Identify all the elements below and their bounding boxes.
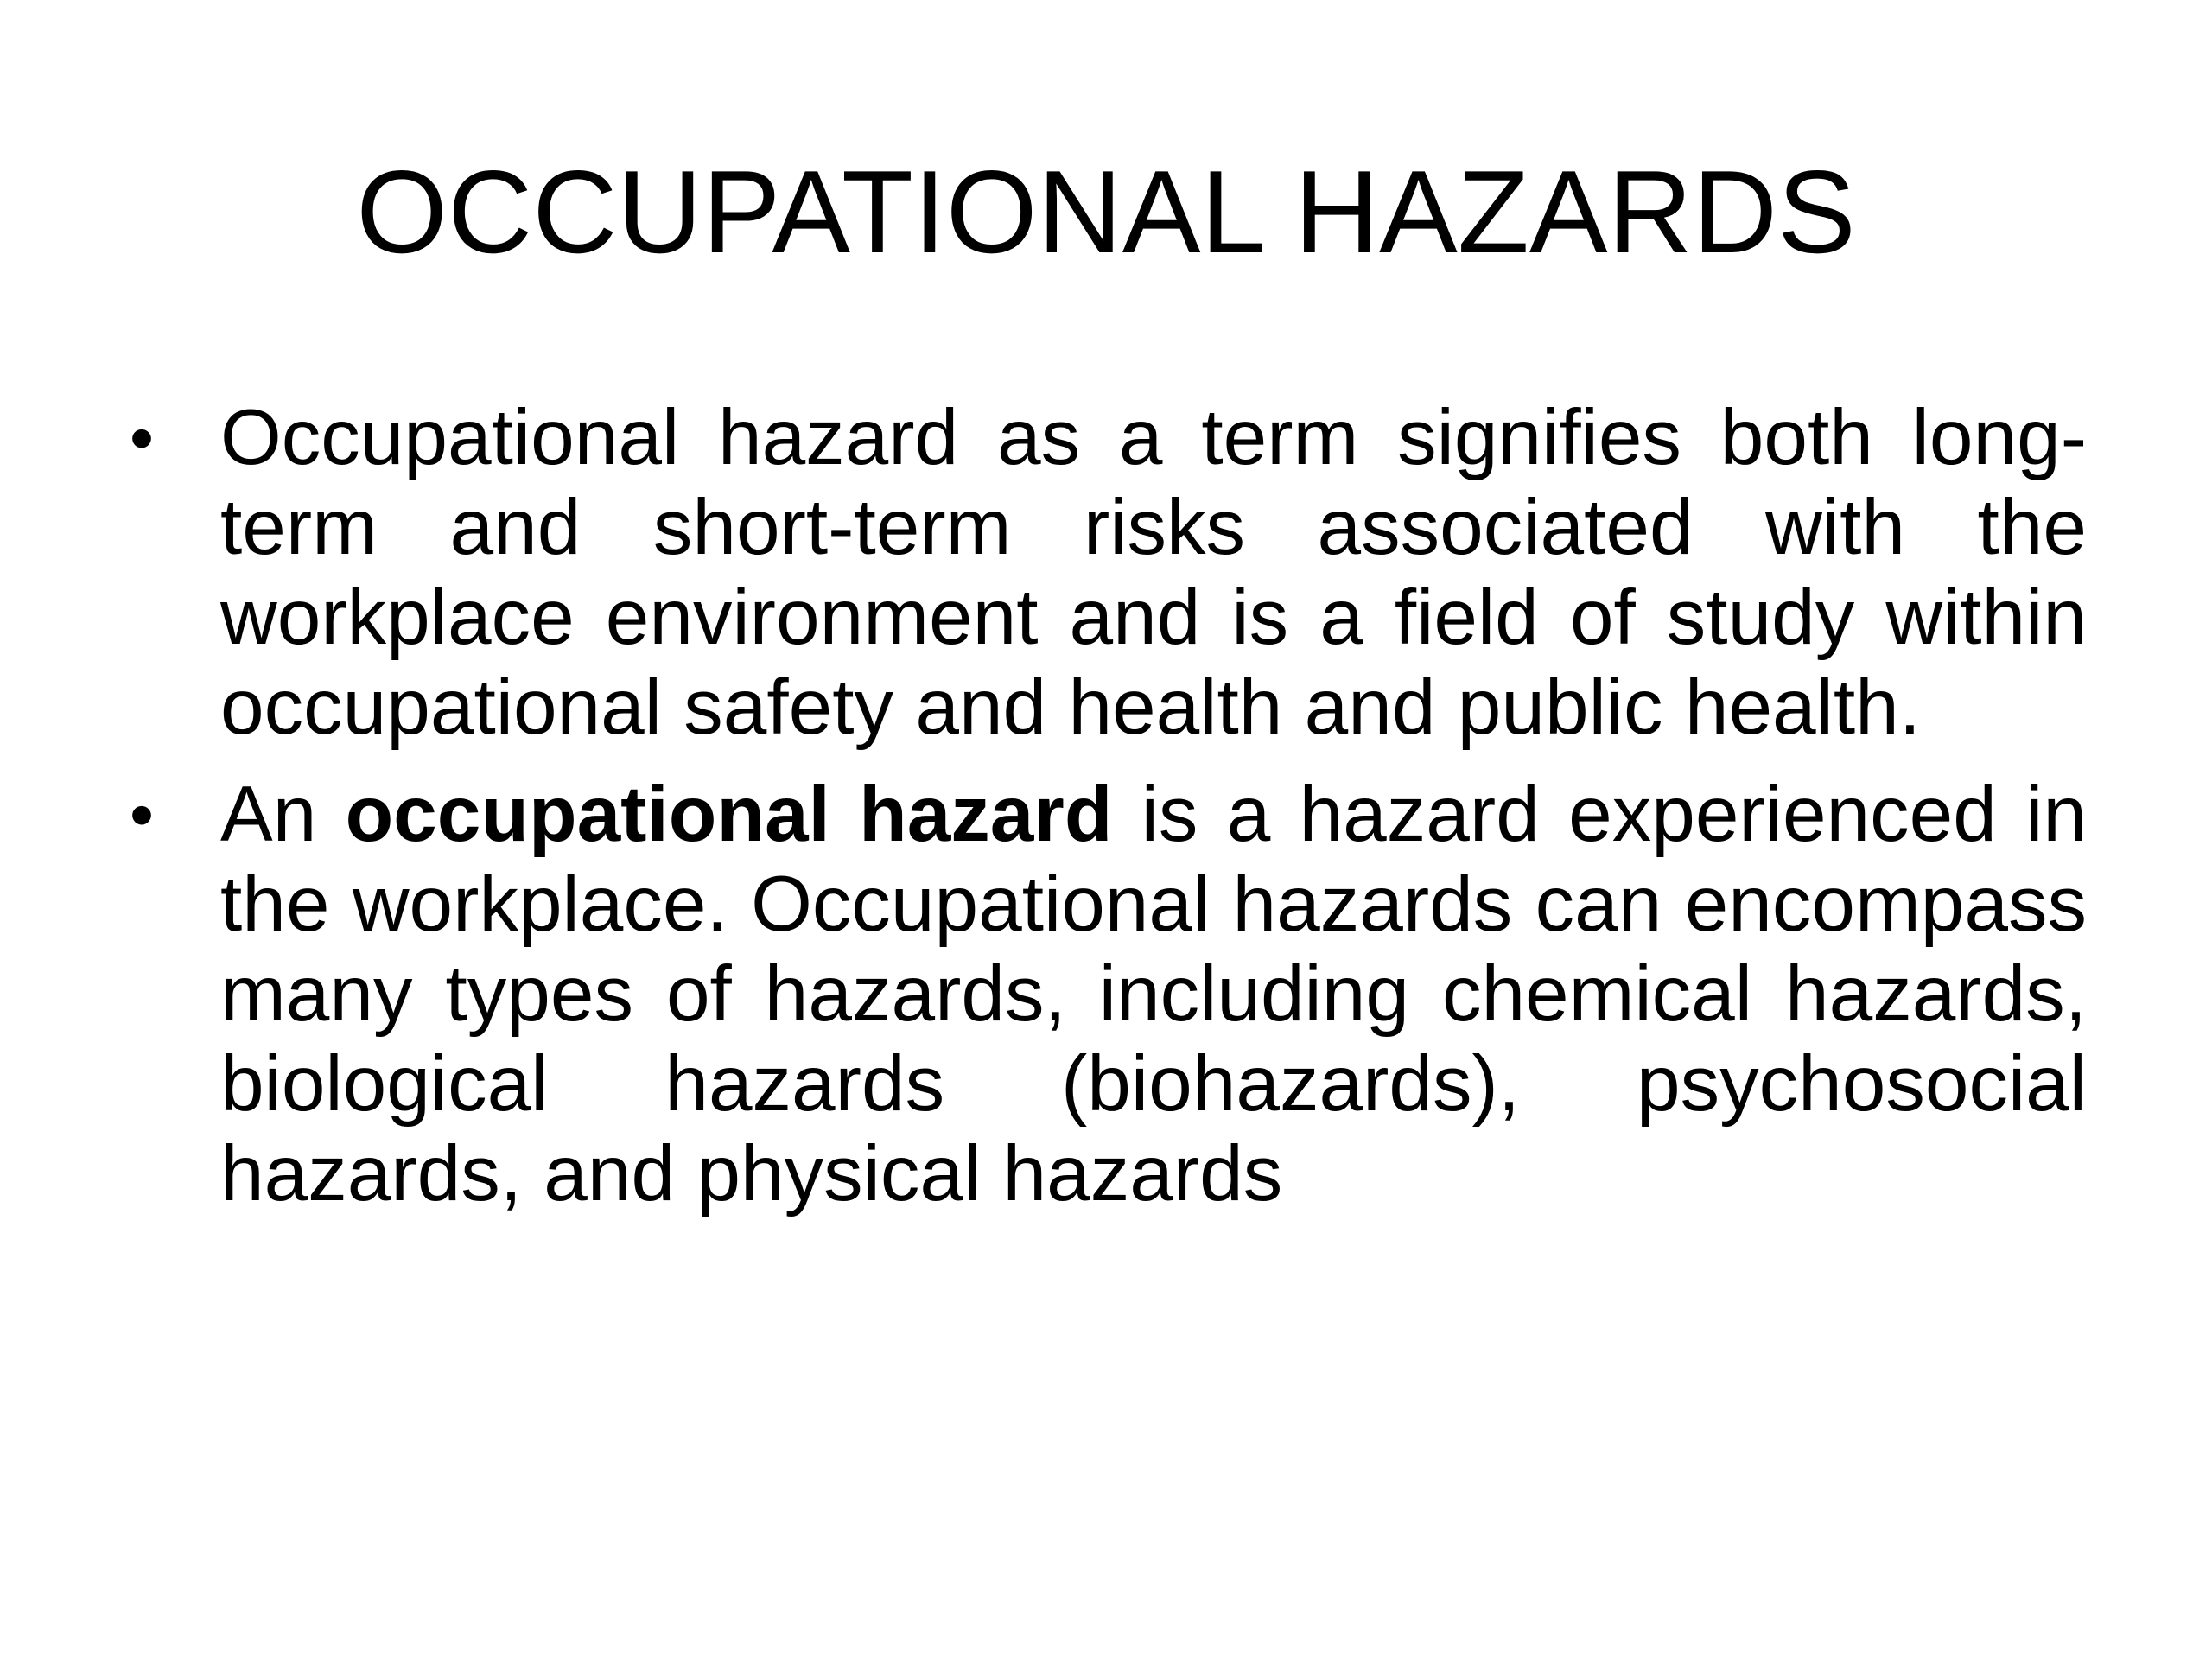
bullet-dot-icon: • xyxy=(130,776,155,853)
bullet-text: Occupational hazard as a term signifies both long-term and short-term risks associated with the workplace environment and is a field of study within occupational safety and health and public health. xyxy=(220,394,2087,751)
bold-term: occupational hazard xyxy=(345,771,1113,858)
bullet-list xyxy=(130,393,2087,1236)
slide-title: OCCUPATIONAL HAZARDS xyxy=(356,146,1856,277)
bullet-text-prefix: An xyxy=(220,771,346,858)
bullet-item xyxy=(130,393,2087,753)
bullet-text xyxy=(220,770,2087,1219)
bullet-item xyxy=(130,770,2087,1219)
bullet-text-suffix: is a hazard experienced in the workplace. Occupational hazards can encompass many types of hazards, including chemical hazards, biological hazards (biohazards), psychosocial hazards, and physical hazards xyxy=(220,771,2087,1217)
bullet-dot-icon: • xyxy=(130,399,155,476)
